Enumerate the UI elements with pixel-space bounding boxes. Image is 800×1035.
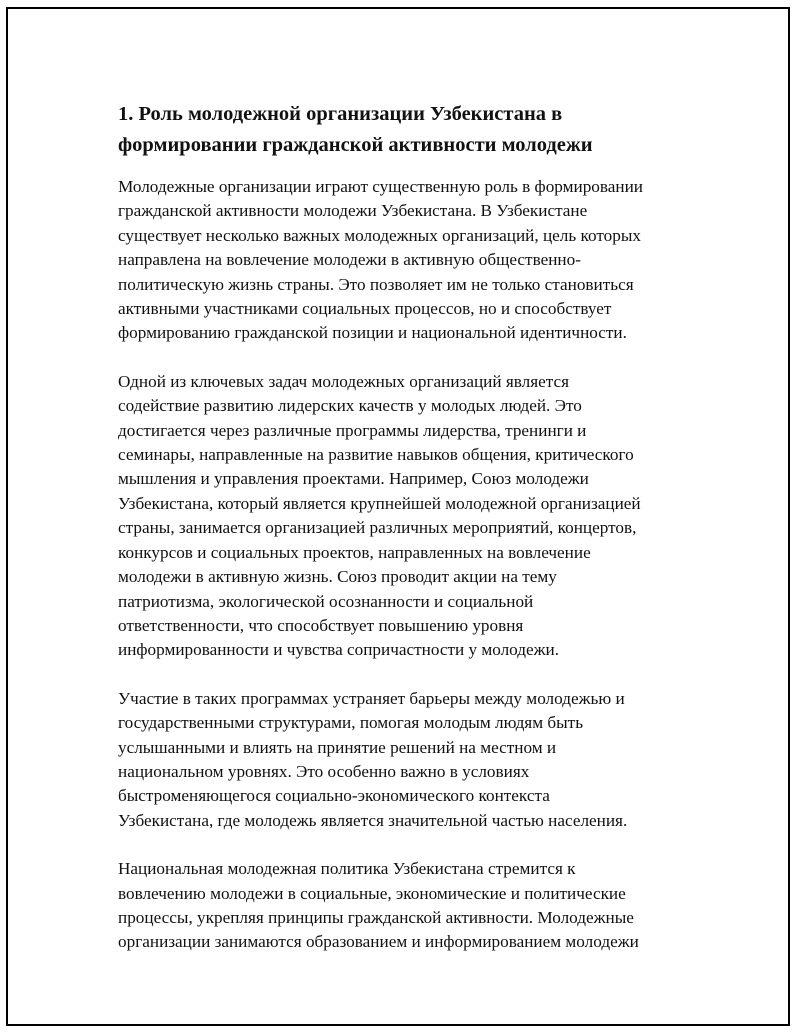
text-line: существует несколько важных молодежных организаций, цель которых [118,225,641,245]
text-line: молодежи в активную жизнь. Союз проводит акции на тему [118,567,557,587]
paragraph-1 [118,175,718,346]
text-line: конкурсов и социальных проектов, направленных на вовлечение [118,542,591,562]
text-line: процессы, укрепляя принципы гражданской активности. Молодежные [118,907,634,927]
text-line: Одной из ключевых задач молодежных организаций является [118,371,570,391]
text-line: достигается через различные программы лидерства, тренинги и [118,420,587,440]
text-line: содействие развитию лидерских качеств у молодых людей. Это [118,396,582,416]
text-line: услышанными и влиять на принятие решений на местном и [118,737,557,757]
text-line: ответственности, что способствует повышению уровня [118,615,524,635]
text-line: Узбекистана, который является крупнейшей молодежной организацией [118,493,641,513]
text-line: Участие в таких программах устраняет барьеры между молодежью и [118,688,625,708]
text-line: организации занимаются образованием и информированием молодежи [118,932,639,952]
text-line: формированию гражданской позиции и национальной идентичности. [118,323,627,343]
text-line: политическую жизнь страны. Это позволяет им не только становиться [118,274,634,294]
heading-line: 1. Роль молодежной организации Узбекистана в [118,103,563,125]
document-content [118,99,718,979]
text-line: семинары, направленные на развитие навыков общения, критического [118,445,634,465]
text-line: Национальная молодежная политика Узбекистана стремится к [118,859,576,879]
text-line: патриотизма, экологической осознанности и социальной [118,591,534,611]
text-line: направлена на вовлечение молодежи в активную общественно- [118,250,581,270]
text-line: национальном уровнях. Это особенно важно в условиях [118,761,530,781]
text-line: быстроменяющегося социально-экономического контекста [118,786,550,806]
paragraph-4 [118,857,718,955]
heading-line: формировании гражданской активности молодежи [118,134,593,156]
text-line: мышления и управления проектами. Например, Союз молодежи [118,469,589,489]
text-line: Молодежные организации играют существенную роль в формировании [118,177,643,196]
text-line: государственными структурами, помогая молодым людям быть [118,713,584,733]
text-line: вовлечению молодежи в социальные, экономические и политические [118,883,626,903]
text-line: информированности и чувства сопричастности у молодежи. [118,640,560,660]
paragraph-3 [118,687,718,833]
paragraph-2 [118,370,718,663]
document-page [6,7,790,1026]
section-heading [118,99,718,161]
text-line: страны, занимается организацией различных мероприятий, концертов, [118,518,637,538]
text-line: гражданской активности молодежи Узбекистана. В Узбекистане [118,201,588,221]
text-line: Узбекистана, где молодежь является значительной частью населения. [118,810,628,830]
text-line: активными участниками социальных процессов, но и способствует [118,299,612,319]
